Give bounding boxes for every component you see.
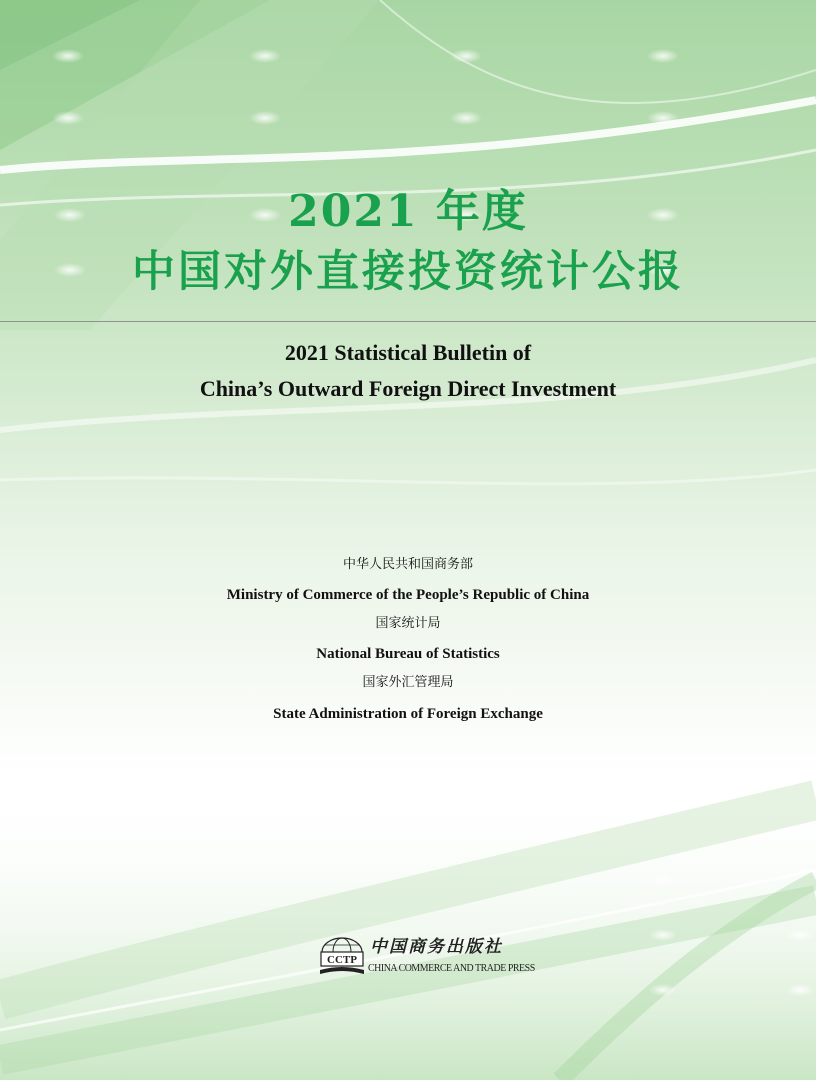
chinese-main-title: 中国对外直接投资统计公报 bbox=[132, 247, 684, 297]
english-title-line-1: 2021 Statistical Bulletin of bbox=[284, 340, 532, 365]
publisher-safe-cn: 国家外汇管理局 bbox=[362, 675, 454, 690]
publisher-nbs-en: National Bureau of Statistics bbox=[316, 646, 500, 662]
press-name-en: CHINA COMMERCE AND TRADE PRESS bbox=[368, 962, 535, 974]
year-title: 2021 年度 bbox=[288, 186, 528, 237]
english-title-line-2: China’s Outward Foreign Direct Investment bbox=[199, 376, 617, 401]
press-logo bbox=[318, 934, 535, 982]
publisher-nbs-cn: 国家统计局 bbox=[375, 616, 441, 631]
cctp-emblem-icon bbox=[318, 936, 366, 978]
title-divider bbox=[0, 321, 816, 322]
cctp-emblem-text: CCTP bbox=[327, 954, 357, 966]
publisher-ministry-cn: 中华人民共和国商务部 bbox=[342, 557, 473, 572]
publisher-safe-en: State Administration of Foreign Exchange bbox=[273, 706, 543, 722]
publisher-ministry-en: Ministry of Commerce of the People’s Republic of China bbox=[226, 587, 590, 603]
press-name-cn: 中国商务出版社 bbox=[370, 937, 503, 957]
